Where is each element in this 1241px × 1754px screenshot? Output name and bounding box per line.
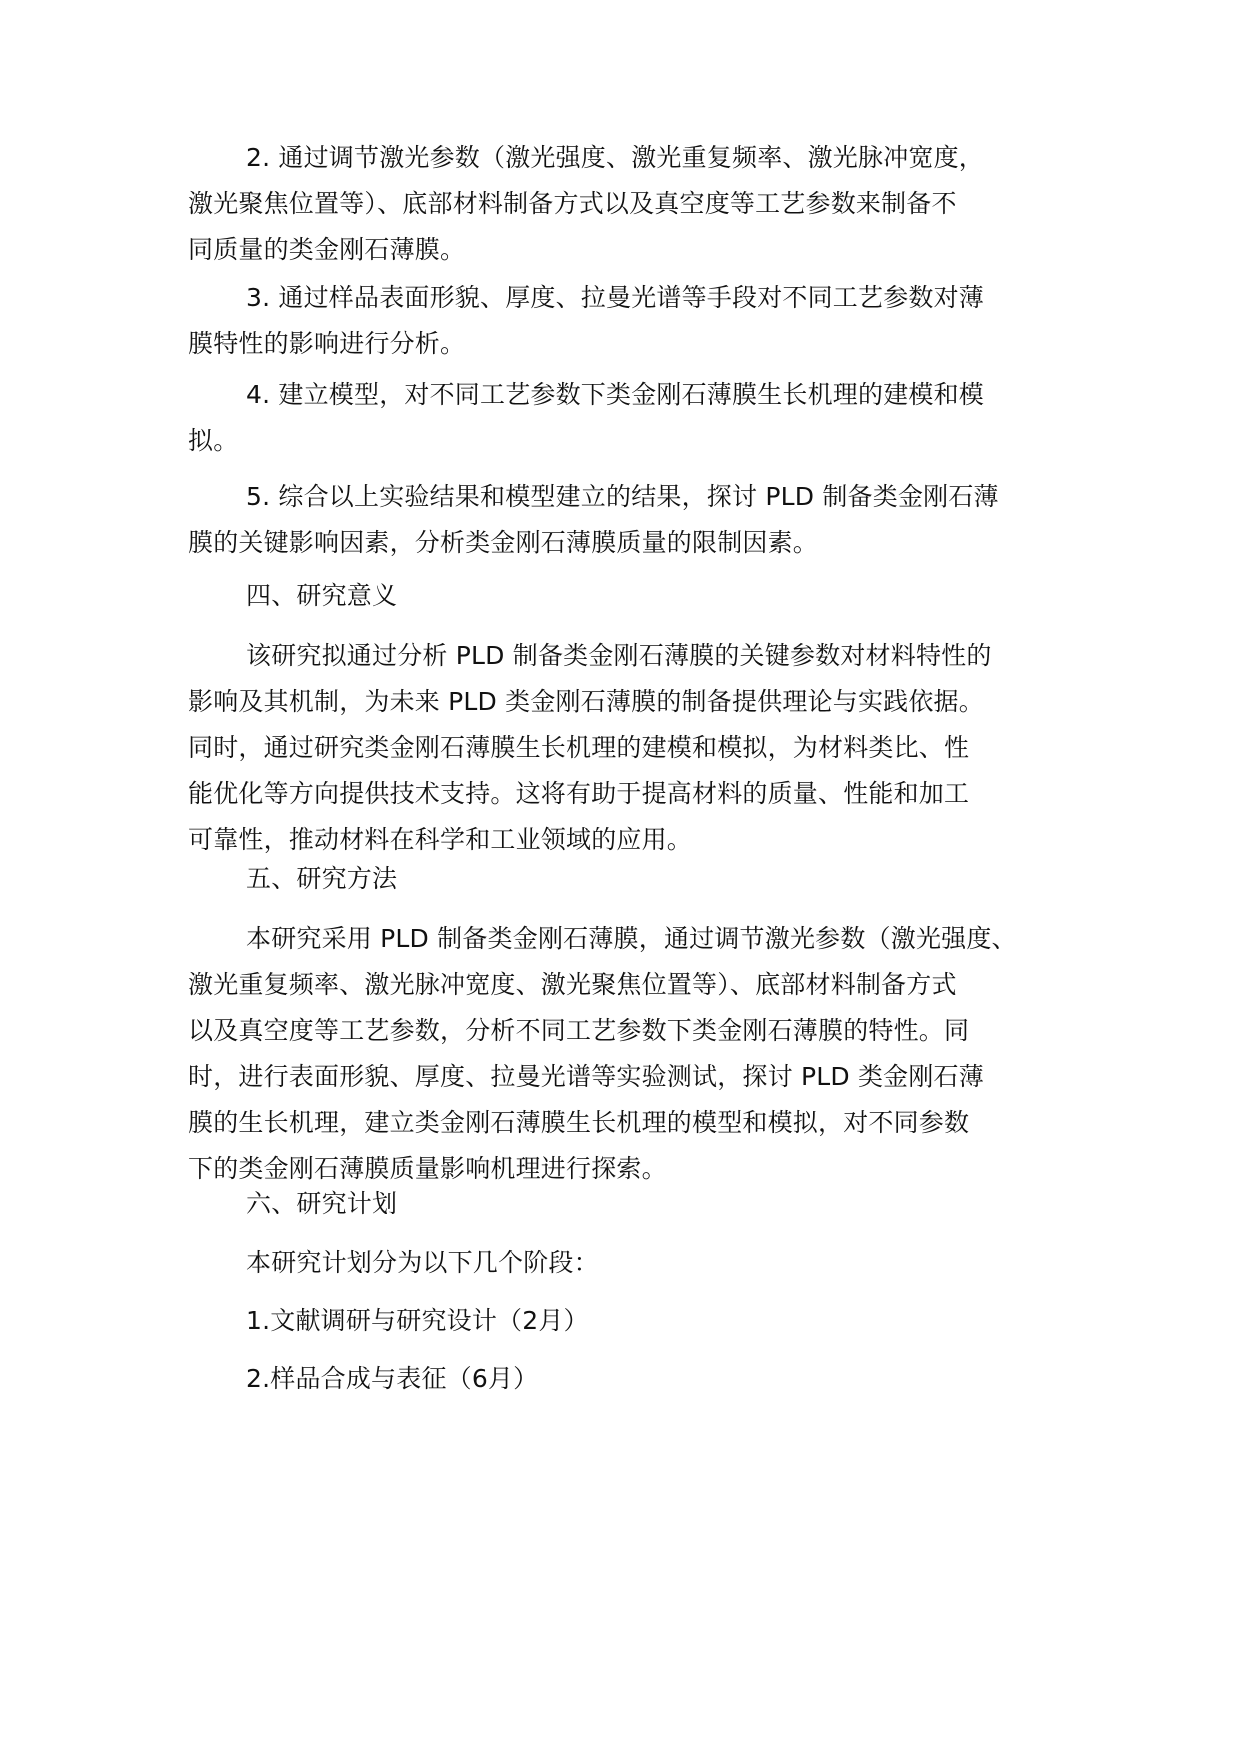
section-heading-method (188, 856, 1068, 902)
text-line: 同质量的类金刚石薄膜。 (188, 235, 466, 264)
text-line: 同时，通过研究类金刚石薄膜生长机理的建模和模拟，为材料类比、性 (188, 733, 970, 762)
section-heading: 六、研究计划 (246, 1189, 398, 1218)
section-heading: 五、研究方法 (246, 864, 398, 893)
text-line: 激光重复频率、激光脉冲宽度、激光聚焦位置等）、底部材料制备方式 (188, 970, 957, 999)
paragraph-plan-intro (188, 1240, 1068, 1286)
text-line: 1.文献调研与研究设计（2月） (246, 1306, 589, 1335)
text-line: 本研究计划分为以下几个阶段： (246, 1248, 599, 1277)
paragraph-item-5 (188, 474, 1068, 566)
paragraph-item-4 (188, 372, 1068, 464)
text-line: 能优化等方向提供技术支持。这将有助于提高材料的质量、性能和加工 (188, 779, 970, 808)
section-heading-significance (188, 573, 1068, 619)
text-line: 2. 通过调节激光参数（激光强度、激光重复频率、激光脉冲宽度， (246, 143, 985, 172)
text-line: 影响及其机制，为未来 PLD 类金刚石薄膜的制备提供理论与实践依据。 (188, 687, 984, 716)
paragraph-item-2 (188, 135, 1068, 273)
text-line: 膜特性的影响进行分析。 (188, 329, 466, 358)
text-line: 2.样品合成与表征（6月） (246, 1364, 539, 1393)
text-line: 该研究拟通过分析 PLD 制备类金刚石薄膜的关键参数对材料特性的 (246, 641, 992, 670)
text-line: 3. 通过样品表面形貌、厚度、拉曼光谱等手段对不同工艺参数对薄 (246, 283, 985, 312)
paragraph-method (188, 916, 1068, 1192)
plan-item-2 (188, 1356, 1068, 1402)
text-line: 下的类金刚石薄膜质量影响机理进行探索。 (188, 1154, 667, 1183)
plan-item-1 (188, 1298, 1068, 1344)
section-heading: 四、研究意义 (246, 581, 398, 610)
text-line: 5. 综合以上实验结果和模型建立的结果，探讨 PLD 制备类金刚石薄 (246, 482, 999, 511)
text-line: 可靠性，推动材料在科学和工业领域的应用。 (188, 825, 693, 854)
text-line: 时，进行表面形貌、厚度、拉曼光谱等实验测试，探讨 PLD 类金刚石薄 (188, 1062, 984, 1091)
paragraph-significance (188, 633, 1068, 863)
text-line: 膜的关键影响因素，分析类金刚石薄膜质量的限制因素。 (188, 528, 819, 557)
text-line: 膜的生长机理，建立类金刚石薄膜生长机理的模型和模拟，对不同参数 (188, 1108, 970, 1137)
text-line: 本研究采用 PLD 制备类金刚石薄膜，通过调节激光参数（激光强度、 (246, 924, 1017, 953)
section-heading-plan (188, 1181, 1068, 1227)
paragraph-item-3 (188, 275, 1068, 367)
text-line: 4. 建立模型，对不同工艺参数下类金刚石薄膜生长机理的建模和模 (246, 380, 985, 409)
text-line: 以及真空度等工艺参数，分析不同工艺参数下类金刚石薄膜的特性。同 (188, 1016, 970, 1045)
text-line: 激光聚焦位置等）、底部材料制备方式以及真空度等工艺参数来制备不 (188, 189, 957, 218)
text-line: 拟。 (188, 426, 239, 455)
